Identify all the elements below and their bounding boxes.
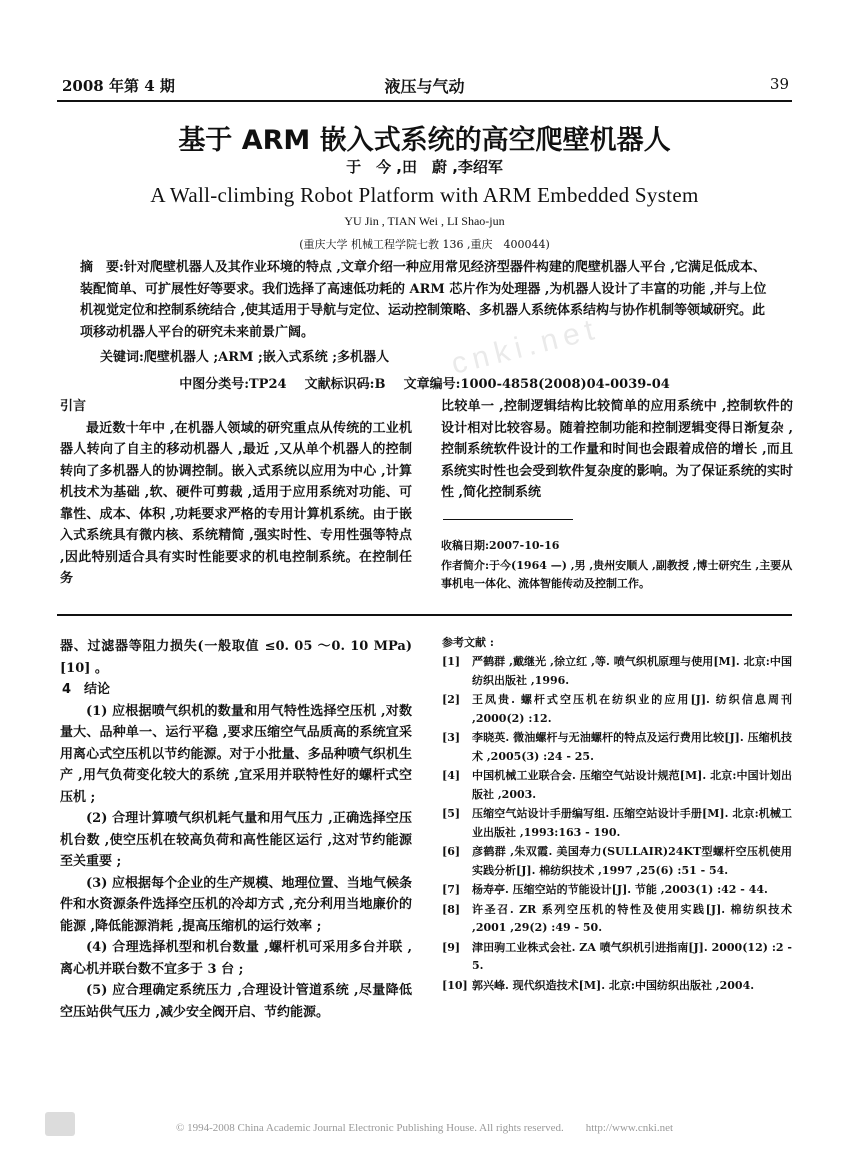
clc-value: :TP24 [244,377,287,392]
reference-number: [6] [442,845,461,858]
conclusion-column [60,636,412,1023]
authors-english: YU Jin , TIAN Wei , LI Shao-jun [344,214,505,228]
reference-text: 严鹤群 ,戴继光 ,徐立红 ,等. 喷气织机原理与使用[M]. 北京:中国纺织出版社 ,1996. [472,655,792,687]
affiliation: (重庆大学 机械工程学院七教 136 ,重庆 400044) [299,238,550,251]
authors-chinese: 于 今 ,田 蔚 ,李绍军 [346,158,503,176]
section-separator [57,614,792,616]
abstract-label: 摘 要 [80,260,120,275]
reference-text: 李晓英. 微油螺杆与无油螺杆的特点及运行费用比较[J]. 压缩机技术 ,2005(3) :24 - 25. [472,731,792,763]
title-english: A Wall-climbing Robot Platform with ARM Embedded System [150,183,699,207]
reference-number: [7] [442,883,461,896]
intro-paragraph-continued: 比较单一 ,控制逻辑结构比较简单的应用系统中 ,控制软件的设计相对比较容易。随着控制功能和控制逻辑变得日渐复杂 ,控制系统软件设计的工作量和时间也会跟着成倍的增长 ,而且系统实时性也会受到软件复杂度的影响。为了保证系统的实时性 ,简化控制系统 [441,399,793,500]
reference-number: [5] [442,807,461,820]
reference-number: [10] [442,978,468,992]
conclusion-item: (3) 应根据每个企业的生产规模、地理位置、当地气候条件和水资源条件选择空压机的冷却方式 ,充分利用当地廉价的能源 ,降低能源消耗 ,提高压缩机的运行效率 ; [60,875,412,934]
reference-item [442,805,792,842]
journal-name: 液压与气动 [384,77,465,96]
intro-heading: 引言 [60,399,87,414]
conclusion-item: (5) 应合理确定系统压力 ,合理设计管道系统 ,尽量降低空压站供气压力 ,减少安全阀开启、节约能源。 [60,983,412,1020]
abstract [80,257,770,343]
conclusion-item: (4) 合理选择机型和机台数量 ,螺杆机可采用多台并联 ,离心机并联台数不宜多于 3 台 ; [60,940,412,977]
footnote-received: 收稿日期:2007-10-16 [441,539,560,552]
reference-text: 郭兴峰. 现代织造技术[M]. 北京:中国纺织出版社 ,2004. [472,978,755,992]
clc-label: 中图分类号 [179,377,245,392]
reference-text: 彦鹤群 ,朱双霞. 美国寿力(SULLAIR)24KT型螺杆空压机使用实践分析[J]. 棉纺织技术 ,1997 ,25(6) :51 - 54. [472,845,792,877]
watermark: cnki.net [448,312,604,381]
reference-text: 中国机械工业联合会. 压缩空气站设计规范[M]. 北京:中国计划出版社 ,2003. [472,769,792,801]
reference-item [442,901,792,938]
article-no-label: 文章编号 [403,377,456,392]
reference-text: 压缩空气站设计手册编写组. 压缩空站设计手册[M]. 北京:机械工业出版社 ,1993:163 - 190. [472,807,792,839]
article-no-value: :1000-4858(2008)04-0039-04 [455,377,670,392]
conclusion-item: (1) 应根据喷气织机的数量和用气特性选择空压机 ,对数量大、品种单一、运行平稳 ,要求压缩空气品质高的系统宜采用离心式空压机以节约能源。对于小批量、多品种喷气织机生产 ,用气负荷变化较大的系统 ,宜采用并联特性好的螺杆式空压机 ; [60,703,412,805]
footnote-author: 作者简介:于今(1964 —) ,男 ,贵州安顺人 ,副教授 ,博士研究生 ,主要从事机电一体化、流体智能传动及控制工作。 [441,559,793,590]
reference-number: [4] [442,769,461,782]
page-number: 39 [769,75,789,93]
reference-number: [9] [442,940,461,954]
doc-code-value: :B [369,377,386,392]
reference-item [442,767,792,804]
intro-right-column [441,396,793,504]
reference-item [442,939,792,976]
header-rule [57,100,792,102]
reference-item [442,843,792,880]
reference-item [442,977,792,996]
reference-item [442,653,792,690]
references-list [442,653,792,996]
classification-line [0,373,849,392]
doc-code-label: 文献标识码 [304,377,370,392]
intro-paragraph: 最近数十年中 ,在机器人领域的研究重点从传统的工业机器人转向了自主的移动机器人 ,最近 ,又从单个机器人的控制转向了多机器人的协调控制。嵌入式系统以应用为中心 ,计算机技术为基础 ,软、硬件可剪裁 ,适用于应用系统对功能、可靠性、成本、体积 ,功耗要求严格的专用计算机系统。由于嵌入式系统具有微内核、系统精简 ,强实时性、专用性强等特点 ,因此特别适合具有实时性能要求的机电控制系统。在控制任务 [60,420,412,586]
copyright-footer: © 1994-2008 China Academic Journal Electronic Publishing House. All rights reserved. http://www.cnki.net [175,1122,674,1134]
lower-continuation: 器、过滤器等阻力损失(一般取值 ≤0. 05 ～0. 10 MPa) [10] 。 [60,639,412,676]
reference-item [442,729,792,766]
conclusion-item: (2) 合理计算喷气织机耗气量和用气压力 ,正确选择空压机台数 ,使空压机在较高负荷和高性能区运行 ,这对节约能源至关重要 ; [60,811,412,869]
references-heading: 参考文献 : [442,636,494,649]
reference-item [442,691,792,728]
title-chinese: 基于 ARM 嵌入式系统的高空爬壁机器人 [178,125,671,156]
reference-text: 津田驹工业株式会社. ZA 喷气织机引进指南[J]. 2000(12) :2 - 5. [472,940,792,972]
keywords [100,346,770,365]
keywords-text: :爬壁机器人 ;ARM ;嵌入式系统 ;多机器人 [139,350,390,365]
reference-number: [2] [442,693,461,706]
keywords-label: 关键词 [100,350,140,365]
reference-number: [3] [442,731,461,744]
conclusion-heading: 4 结论 [62,682,111,697]
reference-text: 许圣召. ZR 系列空压机的特性及使用实践[J]. 棉纺织技术 ,2001 ,29(2) :49 - 50. [472,902,792,934]
footnote-rule [443,519,573,520]
reference-text: 王凤贵. 螺杆式空压机在纺织业的应用[J]. 纺织信息周刊 ,2000(2) :12. [472,693,792,725]
journal-issue: 2008 年第 4 期 [62,77,175,95]
reference-item [442,881,792,900]
reference-number: [1] [442,655,461,668]
abstract-text: :针对爬壁机器人及其作业环境的特点 ,文章介绍一种应用常见经济型器件构建的爬壁机器人平台 ,它满足低成本、装配简单、可扩展性好等要求。我们选择了高速低功耗的 ARM 芯片作为处理器 ,为机器人设计了丰富的功能 ,并与上位机视觉定位和控制系统结合 ,使其适用于导航与定位、运动控制策略、多机器人系统体系结构与协作机制等领域研究。此项移动机器人平台的研究未来前景广阔。 [80,260,767,340]
reference-text: 杨寿亭. 压缩空站的节能设计[J]. 节能 ,2003(1) :42 - 44. [472,883,768,896]
intro-left-column [60,396,412,590]
reference-number: [8] [442,902,461,916]
